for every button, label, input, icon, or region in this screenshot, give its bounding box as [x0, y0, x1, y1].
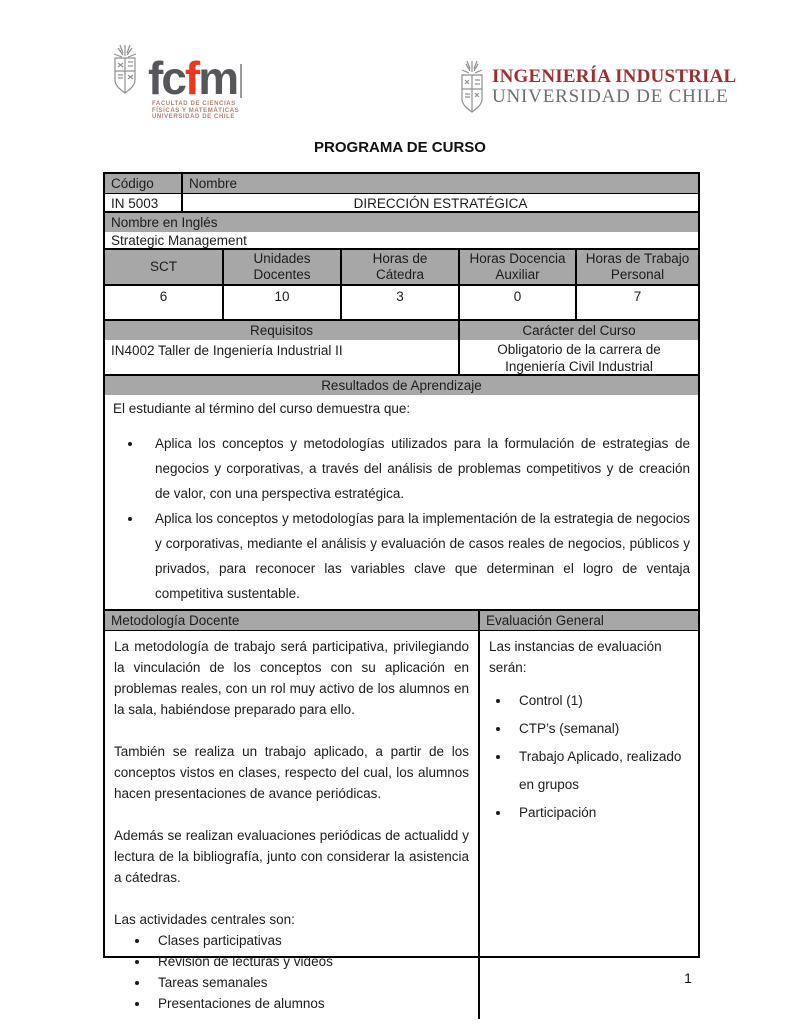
- fcfm-wordmark-gray1: fc: [148, 52, 185, 104]
- table-row: [105, 213, 698, 231]
- sct-header: SCT: [105, 250, 224, 284]
- page-title: PROGRAMA DE CURSO: [314, 139, 486, 156]
- caracter-curso-header: Carácter del Curso: [460, 321, 698, 340]
- page-number: 1: [684, 970, 692, 986]
- credits-header-row: [105, 250, 698, 286]
- fcfm-caption-line3: UNIVERSIDAD DE CHILE: [152, 114, 236, 120]
- requisitos-value: IN4002 Taller de Ingeniería Industrial II: [105, 340, 460, 376]
- table-row: [105, 321, 698, 340]
- metodologia-bullet-list: [150, 930, 469, 1014]
- metodologia-docente-cell: [105, 631, 480, 1019]
- sct-value: 6: [105, 286, 224, 319]
- evaluacion-bullet: • Participación: [511, 799, 689, 827]
- table-header-row: [105, 611, 698, 631]
- unidades-docentes-header: Unidades Docentes: [224, 250, 342, 284]
- table-row: [105, 340, 698, 376]
- metodologia-bullet: • Presentaciones de alumnos: [150, 993, 469, 1014]
- evaluacion-bullet-list: [511, 687, 689, 827]
- metodologia-bullet: • Clases participativas: [150, 930, 469, 951]
- resultados-intro: El estudiante al término del curso demuestra que:: [113, 401, 411, 416]
- unidades-docentes-value: 10: [224, 286, 342, 319]
- nombre-value: DIRECCIÓN ESTRATÉGICA: [353, 196, 528, 211]
- fcfm-caption: [152, 101, 242, 121]
- ingenieria-industrial-label: INGENIERÍA INDUSTRIAL: [492, 66, 737, 87]
- fcfm-logo: [108, 44, 242, 121]
- metodologia-paragraph: También se realiza un trabajo aplicado, a partir de los conceptos vistos en clases, respecto del cual, los alumnos hacen presentaciones de avance periódicas.: [114, 744, 469, 801]
- codigo-header: Código: [105, 174, 183, 193]
- university-crest-icon: [108, 44, 142, 94]
- nombre-header: Nombre: [183, 174, 698, 193]
- credits-values-row: [105, 286, 698, 321]
- evaluacion-bullet: • Control (1): [511, 687, 689, 715]
- evaluacion-intro: Las instancias de evaluación serán:: [489, 639, 662, 675]
- metodologia-bullet: • Tareas semanales: [150, 972, 469, 993]
- methodology-evaluation-table: [103, 609, 700, 1011]
- metodologia-docente-header: Metodología Docente: [105, 611, 480, 630]
- codigo-value: IN 5003: [105, 194, 183, 213]
- resultados-bullet: • Aplica los conceptos y metodologías utilizados para la formulación de estrategias de negocios y corporativas, a través del análisis de problemas competitivos y de creación de valor, con una perspectiva estratégica.: [143, 431, 690, 506]
- horas-catedra-value: 3: [342, 286, 460, 319]
- resultados-bullet: • Aplica los conceptos y metodologías para la implementación de la estrategia de negocios y corporativas, mediante el análisis y evaluación de casos reales de negocios, públicos y privados, para reconocer las variables clave que determinan el logro de ventaja competitiva sustentable.: [143, 506, 690, 606]
- caracter-curso-value: Obligatorio de la carrera de Ingeniería Civil Industrial: [497, 342, 661, 374]
- universidad-de-chile-label: UNIVERSIDAD DE CHILE: [492, 86, 729, 107]
- evaluacion-general-header: Evaluación General: [480, 611, 698, 630]
- fcfm-wordmark-bar: [240, 64, 242, 98]
- nombre-ingles-value: Strategic Management: [111, 233, 247, 248]
- evaluacion-bullet: • CTP’s (semanal): [511, 715, 689, 743]
- horas-trabajo-personal-header: Horas de Trabajo Personal: [577, 250, 698, 284]
- metodologia-paragraph: La metodología de trabajo será participativa, privilegiando la vinculación de los conceptos con su aplicación en problemas reales, con un rol muy activo de los alumnos en la sala, habiéndose preparado para ello.: [114, 639, 469, 717]
- table-row: [105, 174, 698, 194]
- horas-docencia-auxiliar-header: Horas Docencia Auxiliar: [460, 250, 577, 284]
- fcfm-wordmark-gray2: m: [198, 52, 238, 104]
- table-row: [105, 394, 698, 612]
- course-info-table: [103, 172, 700, 614]
- table-row: [105, 376, 698, 394]
- metodologia-paragraph: Además se realizan evaluaciones periódicas de actualidd y lectura de la bibliografía, junto con considerar la asistencia a cátedras.: [114, 828, 469, 885]
- horas-trabajo-personal-value: 7: [633, 289, 642, 304]
- requisitos-header: Requisitos: [105, 321, 460, 340]
- resultados-aprendizaje-header: Resultados de Aprendizaje: [105, 376, 698, 395]
- fcfm-caption-line2: FÍSICAS Y MATEMÁTICAS: [152, 107, 240, 114]
- evaluacion-general-cell: [480, 631, 698, 1019]
- resultados-bullet-list: [143, 431, 690, 606]
- metodologia-bullet: • Revisión de lecturas y videos: [150, 951, 469, 972]
- table-row: [105, 231, 698, 250]
- fcfm-wordmark-red: f: [184, 52, 199, 104]
- horas-catedra-header: Horas de Cátedra: [342, 250, 460, 284]
- horas-docencia-auxiliar-value: 0: [460, 286, 577, 319]
- evaluacion-bullet: • Trabajo Aplicado, realizado en grupos: [511, 743, 689, 799]
- table-body-row: [105, 631, 698, 1019]
- ingenieria-industrial-logo: [457, 60, 736, 114]
- resultados-aprendizaje-cell: [105, 394, 698, 612]
- fcfm-caption-line1: FACULTAD DE CIENCIAS: [152, 101, 236, 107]
- nombre-ingles-header: Nombre en Inglés: [105, 213, 698, 232]
- metodologia-activities-intro: Las actividades centrales son:: [114, 912, 295, 927]
- table-row: [105, 194, 698, 213]
- university-crest-icon: [457, 60, 487, 114]
